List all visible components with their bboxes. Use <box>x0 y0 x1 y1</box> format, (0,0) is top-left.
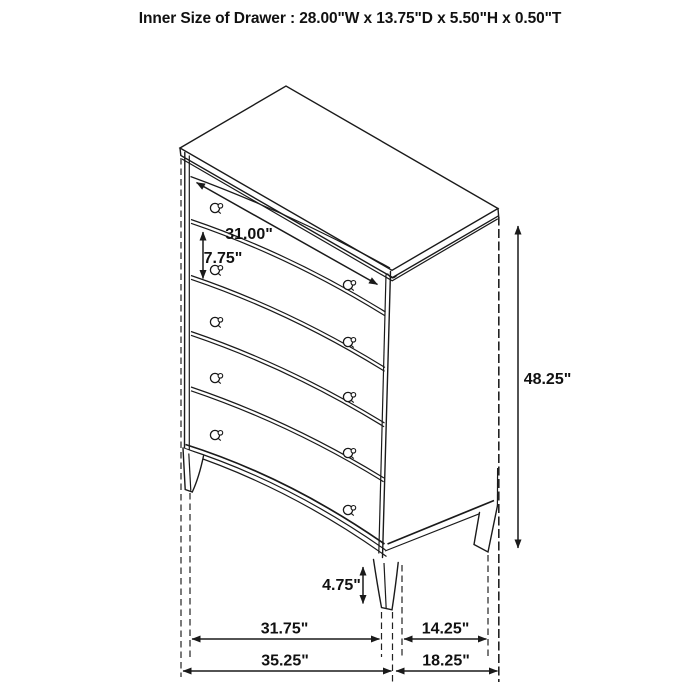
dim-leg-height <box>322 567 363 604</box>
page-title: Inner Size of Drawer : 28.00"W x 13.75"D x 5.50"H x 0.50"T <box>138 10 562 27</box>
dim-front-span <box>192 621 380 640</box>
dim-label-drawer-width: 31.00" <box>225 226 273 243</box>
dim-label-overall-height: 48.25" <box>523 371 572 388</box>
front-center-leg <box>374 560 399 610</box>
dim-label-drawer-front-height: 7.75" <box>203 250 243 267</box>
dim-side-span <box>404 621 487 640</box>
dim-label-leg-height: 4.75" <box>322 577 361 594</box>
front-right-corner <box>379 272 391 558</box>
dim-overall-height <box>518 226 571 548</box>
front-left-leg <box>183 448 204 492</box>
dim-label-front-span: 31.75" <box>260 620 309 638</box>
back-right-leg <box>474 506 498 553</box>
dim-label-side-span: 14.25" <box>421 620 470 638</box>
chest-drawing <box>180 86 499 610</box>
dim-overall-width <box>183 653 392 672</box>
dim-label-overall-depth: 18.25" <box>422 652 470 670</box>
dim-overall-depth <box>396 653 498 672</box>
dim-label-overall-width: 35.25" <box>261 652 309 670</box>
chest-left-edge <box>185 153 190 453</box>
